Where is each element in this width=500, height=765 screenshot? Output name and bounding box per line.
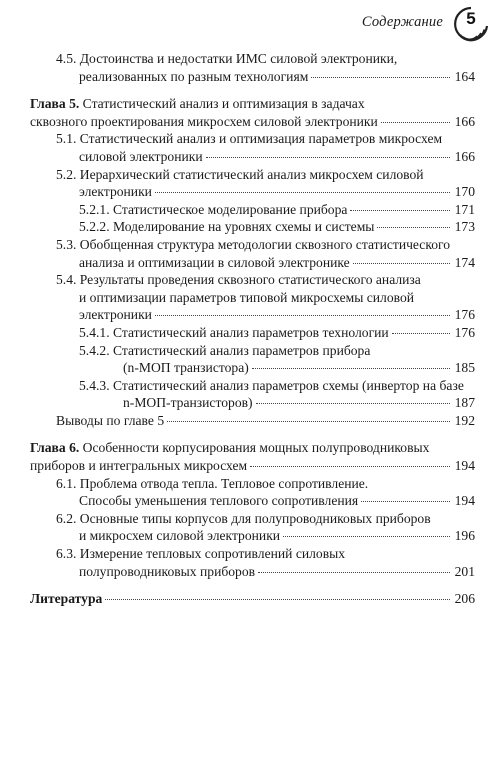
toc-entry-text: 5.4.2. Статистический анализ параметров прибора bbox=[79, 342, 371, 358]
dot-leader bbox=[377, 227, 450, 228]
dot-leader bbox=[155, 192, 450, 193]
toc-entry-title: 5.4.1. Статистический анализ параметров технологии bbox=[79, 324, 389, 340]
toc-page-number: 194 bbox=[454, 493, 475, 509]
section-gap bbox=[30, 85, 475, 95]
toc-page-number: 192 bbox=[454, 412, 475, 428]
toc-entry-text: 4.5. Достоинства и недостатки ИМС силовой электроники, bbox=[56, 51, 398, 66]
dot-leader bbox=[311, 77, 450, 78]
toc-entry-leader-line bbox=[30, 113, 475, 131]
toc-entry-leader-line bbox=[30, 412, 475, 430]
toc-entry-leader-line bbox=[30, 218, 475, 236]
dot-leader bbox=[283, 536, 450, 537]
toc-entry-title: Литература bbox=[30, 591, 103, 607]
toc-page-number: 166 bbox=[454, 148, 475, 164]
toc-entry-line bbox=[30, 289, 475, 307]
dot-leader bbox=[250, 466, 450, 467]
dot-leader bbox=[252, 368, 450, 369]
toc-entry[interactable] bbox=[30, 412, 475, 430]
toc-entry-title: силовой электроники bbox=[79, 148, 203, 164]
chapter-label: Глава 5. bbox=[30, 96, 80, 112]
section-gap bbox=[30, 429, 475, 439]
toc-entry-leader-line bbox=[30, 563, 475, 581]
toc-page-number: 206 bbox=[454, 591, 475, 607]
toc-page-number: 196 bbox=[454, 528, 475, 544]
toc-entry-line bbox=[30, 342, 475, 360]
dot-leader bbox=[361, 501, 450, 502]
toc-page-number: 201 bbox=[454, 563, 475, 579]
toc-entry-line bbox=[30, 271, 475, 289]
toc-entry[interactable] bbox=[30, 201, 475, 219]
dot-leader bbox=[256, 403, 450, 404]
toc-page-number: 176 bbox=[454, 307, 475, 323]
section-gap bbox=[30, 580, 475, 590]
toc-page-number: 187 bbox=[454, 395, 475, 411]
toc-entry-line bbox=[30, 475, 475, 493]
toc-page-number: 166 bbox=[454, 113, 475, 129]
toc-entry[interactable] bbox=[30, 510, 475, 545]
toc-entry-title: электроники bbox=[79, 184, 152, 200]
toc-entry-title: реализованных по разным технологиям bbox=[79, 68, 309, 84]
toc-entry-line bbox=[30, 50, 475, 68]
page-header bbox=[0, 0, 500, 46]
toc-entry[interactable] bbox=[30, 342, 475, 377]
toc-entry-title: полупроводниковых приборов bbox=[79, 563, 256, 579]
toc-entry-title: и микросхем силовой электроники bbox=[79, 528, 281, 544]
toc-entry-line bbox=[30, 510, 475, 528]
toc-entry-title: Выводы по главе 5 bbox=[56, 412, 165, 428]
toc-entry[interactable] bbox=[30, 130, 475, 165]
toc-entry-text: 5.1. Статистический анализ и оптимизация параметров микросхем bbox=[56, 131, 443, 147]
toc-entry-title: электроники bbox=[79, 307, 152, 323]
toc-entry-leader-line bbox=[30, 148, 475, 166]
toc-page-number: 173 bbox=[454, 219, 475, 235]
toc-entry-leader-line bbox=[30, 183, 475, 201]
toc-entry-leader-line bbox=[30, 68, 475, 86]
running-header-title: Содержание bbox=[361, 14, 443, 30]
toc-page-number: 176 bbox=[454, 324, 475, 340]
toc-entry[interactable] bbox=[30, 271, 475, 324]
toc-entry[interactable] bbox=[30, 166, 475, 201]
dot-leader bbox=[167, 421, 450, 422]
page-number-badge bbox=[451, 4, 491, 44]
toc-entry-text: 5.4. Результаты проведения сквозного статистического анализа bbox=[56, 272, 421, 288]
toc-entry-text: Особенности корпусирования мощных полупроводниковых bbox=[79, 440, 430, 456]
toc-page-number: 185 bbox=[454, 360, 475, 376]
toc-entry-text: 5.4.3. Статистический анализ параметров схемы (инвертор на базе bbox=[79, 377, 464, 393]
toc-entry-leader-line bbox=[30, 306, 475, 324]
toc-entry[interactable] bbox=[30, 236, 475, 271]
dot-leader bbox=[381, 122, 450, 123]
toc-entry[interactable] bbox=[30, 50, 475, 85]
toc-entry-leader-line bbox=[30, 254, 475, 272]
toc-entry[interactable] bbox=[30, 218, 475, 236]
toc-entry[interactable] bbox=[30, 439, 475, 474]
toc-entry-text: 6.2. Основные типы корпусов для полупроводниковых приборов bbox=[56, 510, 431, 526]
toc-entry-leader-line bbox=[30, 359, 475, 377]
toc-entry[interactable] bbox=[30, 475, 475, 510]
toc-entry-text: 5.3. Обобщенная структура методологии сквозного статистического bbox=[56, 236, 451, 252]
toc-entry-title: Способы уменьшения теплового сопротивления bbox=[79, 493, 359, 509]
toc-entry-line bbox=[30, 130, 475, 148]
toc-page-number: 174 bbox=[454, 254, 475, 270]
toc-entry-title: 5.2.2. Моделирование на уровнях схемы и системы bbox=[79, 219, 375, 235]
toc-entry-line bbox=[30, 545, 475, 563]
dot-leader bbox=[392, 333, 450, 334]
toc-page-number: 170 bbox=[454, 184, 475, 200]
toc-entry[interactable] bbox=[30, 377, 475, 412]
toc-page-number: 194 bbox=[454, 458, 475, 474]
toc-entry-text: Статистический анализ и оптимизация в задачах bbox=[79, 96, 365, 112]
toc-entry-line bbox=[30, 439, 475, 457]
toc-entry-title: приборов и интегральных микросхем bbox=[30, 458, 248, 474]
toc-entry[interactable] bbox=[30, 590, 475, 608]
toc-entry[interactable] bbox=[30, 324, 475, 342]
dot-leader bbox=[353, 263, 450, 264]
toc-entry-text: 5.2. Иерархический статистический анализ микросхем силовой bbox=[56, 166, 424, 182]
toc-entry-title: сквозного проектирования микросхем силовой электроники bbox=[30, 113, 378, 129]
dot-leader bbox=[206, 157, 450, 158]
toc-entry-line bbox=[30, 166, 475, 184]
toc-entry-line bbox=[30, 236, 475, 254]
table-of-contents bbox=[30, 50, 475, 608]
page-number: 5 bbox=[466, 9, 476, 28]
toc-entry-leader-line bbox=[30, 394, 475, 412]
toc-entry-text: 6.1. Проблема отвода тепла. Тепловое сопротивление. bbox=[56, 475, 369, 491]
toc-entry-title: 5.2.1. Статистическое моделирование прибора bbox=[79, 201, 348, 217]
toc-entry-title: анализа и оптимизации в силовой электронике bbox=[79, 254, 350, 270]
toc-entry-text: 6.3. Измерение тепловых сопротивлений силовых bbox=[56, 546, 346, 562]
toc-entry-line bbox=[30, 95, 475, 113]
toc-entry-text: и оптимизации параметров типовой микросхемы силовой bbox=[79, 289, 415, 305]
toc-entry-title: n-МОП-транзисторов) bbox=[123, 395, 253, 411]
toc-page-number: 171 bbox=[454, 201, 475, 217]
toc-entry-leader-line bbox=[30, 492, 475, 510]
toc-entry-line bbox=[30, 377, 475, 395]
toc-entry-leader-line bbox=[30, 527, 475, 545]
toc-entry-title: (n-МОП транзистора) bbox=[123, 360, 249, 376]
toc-entry-leader-line bbox=[30, 201, 475, 219]
toc-entry-leader-line bbox=[30, 590, 475, 608]
toc-entry[interactable] bbox=[30, 545, 475, 580]
toc-entry[interactable] bbox=[30, 95, 475, 130]
dot-leader bbox=[105, 599, 450, 600]
toc-entry-leader-line bbox=[30, 457, 475, 475]
dot-leader bbox=[155, 315, 450, 316]
dot-leader bbox=[350, 210, 450, 211]
dot-leader bbox=[258, 572, 450, 573]
toc-entry-leader-line bbox=[30, 324, 475, 342]
chapter-label: Глава 6. bbox=[30, 440, 80, 456]
toc-page-number: 164 bbox=[454, 68, 475, 84]
